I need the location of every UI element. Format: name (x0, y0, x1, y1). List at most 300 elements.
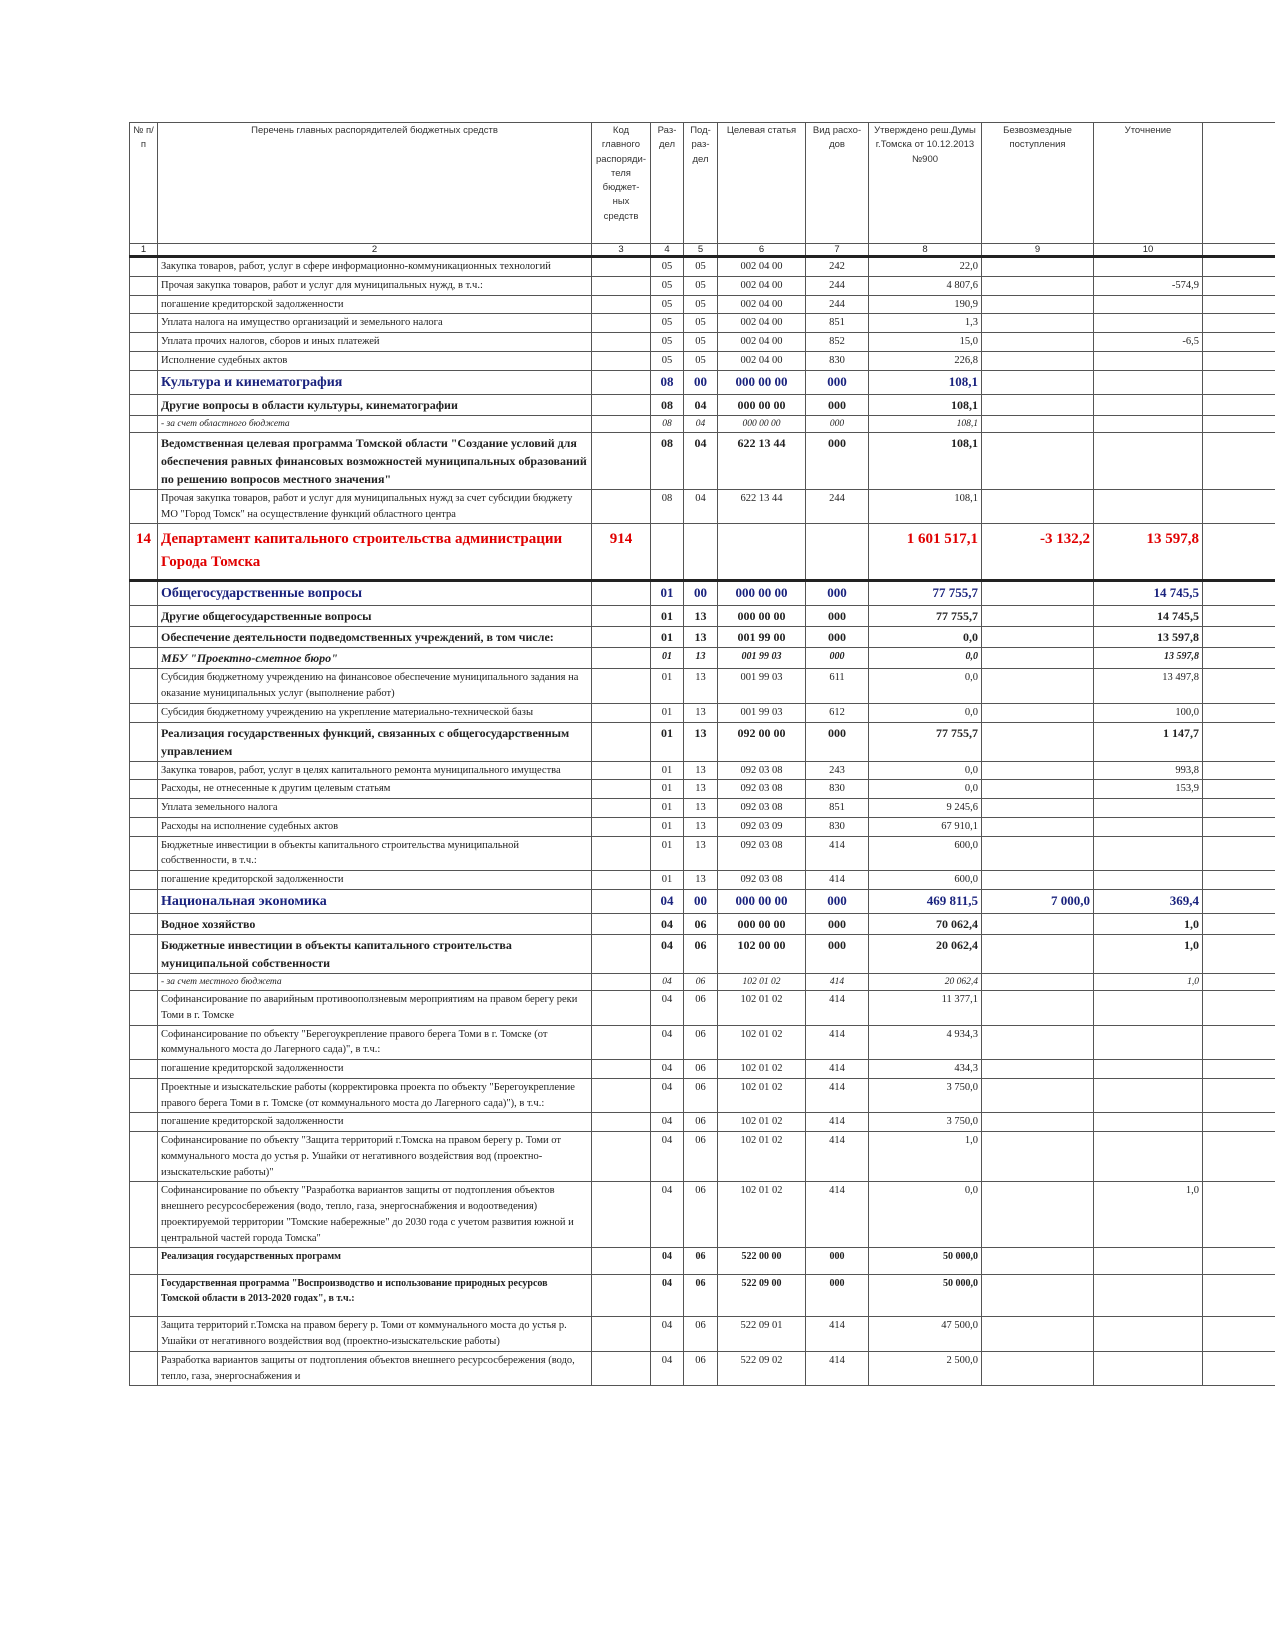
row-refine: 13 597,8 (1094, 627, 1203, 648)
row-vid: 000 (806, 432, 869, 489)
row-refine: 13 597,8 (1094, 524, 1203, 581)
row-code (592, 370, 651, 394)
row-approved: 4 807,6 (869, 276, 982, 295)
row-vid: 000 (806, 934, 869, 973)
row-approved: 20 062,4 (869, 934, 982, 973)
row-refine (1094, 1275, 1203, 1317)
row-number (130, 889, 158, 913)
row-refine: 369,4 (1094, 889, 1203, 913)
row-podrazdel: 13 (684, 780, 718, 799)
row-name: Расходы, не отнесенные к другим целевым статьям (158, 780, 592, 799)
table-row (130, 1060, 1275, 1079)
row-vid: 000 (806, 606, 869, 627)
row-approved: 77 755,7 (869, 606, 982, 627)
row-extra (1203, 703, 1275, 722)
row-podrazdel: 00 (684, 581, 718, 606)
row-free (982, 1132, 1094, 1182)
row-code (592, 606, 651, 627)
row-vid (806, 524, 869, 581)
row-code (592, 703, 651, 722)
row-razdel: 04 (651, 913, 684, 934)
column-number: 6 (718, 244, 806, 257)
row-razdel: 01 (651, 799, 684, 818)
row-extra (1203, 648, 1275, 669)
row-number (130, 276, 158, 295)
row-razdel: 05 (651, 257, 684, 277)
row-number (130, 722, 158, 761)
row-approved: 108,1 (869, 394, 982, 415)
row-number (130, 973, 158, 990)
row-podrazdel (684, 524, 718, 581)
row-code (592, 276, 651, 295)
row-vid: 851 (806, 799, 869, 818)
row-refine: -6,5 (1094, 333, 1203, 352)
row-refine: 1 147,7 (1094, 722, 1203, 761)
header-vid: Вид расхо-дов (806, 123, 869, 244)
row-free (982, 780, 1094, 799)
row-extra (1203, 524, 1275, 581)
row-approved: 67 910,1 (869, 817, 982, 836)
row-razdel: 04 (651, 1078, 684, 1113)
row-name: Бюджетные инвестиции в объекты капитального строительства муниципальной собственности, в т.ч.: (158, 836, 592, 871)
row-extra (1203, 627, 1275, 648)
row-statya: 522 09 00 (718, 1275, 806, 1317)
row-number (130, 415, 158, 432)
row-vid: 000 (806, 415, 869, 432)
row-free (982, 314, 1094, 333)
table-row (130, 1182, 1275, 1248)
row-name: Другие вопросы в области культуры, кинематографии (158, 394, 592, 415)
row-refine: 153,9 (1094, 780, 1203, 799)
row-code: 914 (592, 524, 651, 581)
row-number (130, 836, 158, 871)
table-row (130, 1025, 1275, 1060)
row-name: Уплата налога на имущество организаций и земельного налога (158, 314, 592, 333)
row-code (592, 934, 651, 973)
row-approved: 600,0 (869, 871, 982, 890)
row-name: Софинансирование по объекту "Берегоукрепление правого берега Томи в г. Томске (от коммунального моста до Лагерного сада)", в т.ч.: (158, 1025, 592, 1060)
row-razdel: 01 (651, 648, 684, 669)
row-refine (1094, 1132, 1203, 1182)
table-row (130, 871, 1275, 890)
column-number: 8 (869, 244, 982, 257)
row-approved: 20 062,4 (869, 973, 982, 990)
row-vid: 244 (806, 276, 869, 295)
row-vid: 000 (806, 1275, 869, 1317)
row-name: Софинансирование по аварийным противооползневым мероприятиям на правом берегу реки Томи в г. Томске (158, 991, 592, 1026)
row-approved: 47 500,0 (869, 1317, 982, 1352)
row-name: Защита территорий г.Томска на правом берегу р. Томи от коммунального моста до устья р. Ушайки от негативного воздействия вод (проектно-изыскательские работы) (158, 1317, 592, 1352)
row-name: Бюджетные инвестиции в объекты капитального строительства муниципальной собственности (158, 934, 592, 973)
table-row (130, 780, 1275, 799)
row-statya (718, 524, 806, 581)
row-name: погашение кредиторской задолженности (158, 1113, 592, 1132)
row-refine (1094, 1060, 1203, 1079)
row-vid: 414 (806, 973, 869, 990)
row-refine (1094, 817, 1203, 836)
row-approved: 0,0 (869, 1182, 982, 1248)
row-number (130, 1132, 158, 1182)
row-razdel: 04 (651, 1182, 684, 1248)
row-name: МБУ "Проектно-сметное бюро" (158, 648, 592, 669)
row-free (982, 370, 1094, 394)
row-code (592, 295, 651, 314)
row-approved: 226,8 (869, 351, 982, 370)
row-name: Культура и кинематография (158, 370, 592, 394)
row-refine (1094, 370, 1203, 394)
row-statya: 002 04 00 (718, 295, 806, 314)
row-code (592, 1078, 651, 1113)
row-statya: 102 01 02 (718, 1132, 806, 1182)
row-podrazdel: 06 (684, 934, 718, 973)
row-extra (1203, 799, 1275, 818)
row-code (592, 648, 651, 669)
row-podrazdel: 06 (684, 1132, 718, 1182)
row-statya: 001 99 00 (718, 627, 806, 648)
row-vid: 414 (806, 1078, 869, 1113)
row-statya: 000 00 00 (718, 415, 806, 432)
row-free (982, 871, 1094, 890)
row-number (130, 1317, 158, 1352)
row-number (130, 817, 158, 836)
row-vid: 851 (806, 314, 869, 333)
row-approved: 434,3 (869, 1060, 982, 1079)
row-name: Субсидия бюджетному учреждению на укрепление материально-технической базы (158, 703, 592, 722)
column-number-row (130, 244, 1275, 257)
row-number (130, 1275, 158, 1317)
row-podrazdel: 13 (684, 703, 718, 722)
row-free (982, 799, 1094, 818)
row-free (982, 1248, 1094, 1275)
row-code (592, 817, 651, 836)
row-approved: 1 601 517,1 (869, 524, 982, 581)
table-row (130, 1078, 1275, 1113)
row-extra (1203, 314, 1275, 333)
row-podrazdel: 06 (684, 1275, 718, 1317)
row-extra (1203, 836, 1275, 871)
row-podrazdel: 04 (684, 415, 718, 432)
row-razdel: 04 (651, 1275, 684, 1317)
row-extra (1203, 489, 1275, 524)
row-extra (1203, 934, 1275, 973)
row-vid: 000 (806, 1248, 869, 1275)
column-number: 7 (806, 244, 869, 257)
table-row (130, 314, 1275, 333)
row-name: Водное хозяйство (158, 913, 592, 934)
row-extra (1203, 415, 1275, 432)
row-approved: 0,0 (869, 648, 982, 669)
row-razdel: 08 (651, 415, 684, 432)
row-statya: 622 13 44 (718, 489, 806, 524)
row-name: Софинансирование по объекту "Разработка вариантов защиты от подтопления объектов внешнего ресурсосбережения (водо, тепло, газа, энергоснабжения и водоотведения) проектируемой территории "Томские набережные" до 2030 года с учетом развития южной и центральной частей города Томска" (158, 1182, 592, 1248)
row-number (130, 370, 158, 394)
row-extra (1203, 889, 1275, 913)
row-code (592, 627, 651, 648)
row-approved: 190,9 (869, 295, 982, 314)
row-vid: 414 (806, 1132, 869, 1182)
row-vid: 243 (806, 761, 869, 780)
row-vid: 414 (806, 1351, 869, 1386)
row-refine (1094, 1351, 1203, 1386)
row-name: Другие общегосударственные вопросы (158, 606, 592, 627)
table-row (130, 913, 1275, 934)
row-extra (1203, 432, 1275, 489)
row-extra (1203, 722, 1275, 761)
row-vid: 244 (806, 295, 869, 314)
table-row (130, 370, 1275, 394)
row-code (592, 889, 651, 913)
row-statya: 001 99 03 (718, 703, 806, 722)
row-free (982, 432, 1094, 489)
row-extra (1203, 1060, 1275, 1079)
row-code (592, 394, 651, 415)
header-number: № п/п (130, 123, 158, 244)
table-row (130, 295, 1275, 314)
row-free (982, 257, 1094, 277)
row-number (130, 648, 158, 669)
row-vid: 611 (806, 669, 869, 704)
row-approved: 15,0 (869, 333, 982, 352)
row-razdel: 05 (651, 295, 684, 314)
row-razdel: 01 (651, 836, 684, 871)
table-row (130, 836, 1275, 871)
row-number (130, 333, 158, 352)
row-approved: 469 811,5 (869, 889, 982, 913)
row-razdel: 04 (651, 889, 684, 913)
row-podrazdel: 13 (684, 627, 718, 648)
row-free (982, 648, 1094, 669)
table-row (130, 333, 1275, 352)
row-approved: 1,3 (869, 314, 982, 333)
table-row (130, 1132, 1275, 1182)
row-approved: 0,0 (869, 761, 982, 780)
row-name: Национальная экономика (158, 889, 592, 913)
row-code (592, 1025, 651, 1060)
row-vid: 830 (806, 351, 869, 370)
row-number (130, 1351, 158, 1386)
row-refine (1094, 1078, 1203, 1113)
row-statya: 522 00 00 (718, 1248, 806, 1275)
row-free (982, 489, 1094, 524)
row-free (982, 836, 1094, 871)
row-razdel: 01 (651, 722, 684, 761)
row-code (592, 1060, 651, 1079)
row-code (592, 722, 651, 761)
row-vid: 414 (806, 871, 869, 890)
row-vid: 242 (806, 257, 869, 277)
row-name: Субсидия бюджетному учреждению на финансовое обеспечение муниципального задания на оказание муниципальных услуг (выполнение работ) (158, 669, 592, 704)
row-free (982, 913, 1094, 934)
row-vid: 414 (806, 1317, 869, 1352)
row-vid: 414 (806, 1060, 869, 1079)
row-podrazdel: 13 (684, 648, 718, 669)
row-approved: 600,0 (869, 836, 982, 871)
row-number (130, 1113, 158, 1132)
row-statya: 102 01 02 (718, 991, 806, 1026)
table-row (130, 648, 1275, 669)
row-number: 14 (130, 524, 158, 581)
row-podrazdel: 04 (684, 432, 718, 489)
row-refine (1094, 415, 1203, 432)
row-free (982, 606, 1094, 627)
row-code (592, 257, 651, 277)
table-row (130, 1248, 1275, 1275)
row-razdel: 04 (651, 1248, 684, 1275)
row-name: Общегосударственные вопросы (158, 581, 592, 606)
row-refine: 14 745,5 (1094, 606, 1203, 627)
row-razdel: 04 (651, 1351, 684, 1386)
row-extra (1203, 581, 1275, 606)
row-free: 7 000,0 (982, 889, 1094, 913)
row-podrazdel: 06 (684, 1060, 718, 1079)
row-extra (1203, 1078, 1275, 1113)
row-statya: 102 01 02 (718, 973, 806, 990)
row-number (130, 913, 158, 934)
row-podrazdel: 06 (684, 1078, 718, 1113)
row-code (592, 1275, 651, 1317)
row-podrazdel: 06 (684, 991, 718, 1026)
row-name: Обеспечение деятельности подведомственных учреждений, в том числе: (158, 627, 592, 648)
row-extra (1203, 1113, 1275, 1132)
row-extra (1203, 761, 1275, 780)
row-vid: 414 (806, 991, 869, 1026)
row-free (982, 1182, 1094, 1248)
column-number: 3 (592, 244, 651, 257)
row-extra (1203, 351, 1275, 370)
row-statya: 002 04 00 (718, 257, 806, 277)
row-code (592, 415, 651, 432)
row-razdel: 04 (651, 1060, 684, 1079)
table-row (130, 1351, 1275, 1386)
row-extra (1203, 973, 1275, 990)
row-code (592, 761, 651, 780)
row-statya: 092 00 00 (718, 722, 806, 761)
row-extra (1203, 913, 1275, 934)
row-statya: 000 00 00 (718, 606, 806, 627)
row-free (982, 1351, 1094, 1386)
table-row (130, 703, 1275, 722)
row-number (130, 351, 158, 370)
row-free (982, 1317, 1094, 1352)
row-code (592, 973, 651, 990)
row-vid: 000 (806, 627, 869, 648)
table-header-row (130, 123, 1275, 244)
row-statya: 001 99 03 (718, 648, 806, 669)
row-code (592, 1182, 651, 1248)
row-code (592, 1132, 651, 1182)
row-extra (1203, 1275, 1275, 1317)
row-free (982, 351, 1094, 370)
row-code (592, 780, 651, 799)
row-name: Исполнение судебных актов (158, 351, 592, 370)
row-podrazdel: 13 (684, 836, 718, 871)
row-approved: 0,0 (869, 669, 982, 704)
row-refine: 1,0 (1094, 934, 1203, 973)
column-number: 1 (130, 244, 158, 257)
row-statya: 102 01 02 (718, 1113, 806, 1132)
row-podrazdel: 05 (684, 276, 718, 295)
row-razdel: 08 (651, 370, 684, 394)
row-code (592, 1351, 651, 1386)
row-razdel: 04 (651, 1132, 684, 1182)
row-podrazdel: 05 (684, 333, 718, 352)
row-razdel: 01 (651, 606, 684, 627)
row-extra (1203, 1025, 1275, 1060)
row-code (592, 1113, 651, 1132)
row-refine (1094, 836, 1203, 871)
row-statya: 000 00 00 (718, 581, 806, 606)
table-row (130, 669, 1275, 704)
row-razdel (651, 524, 684, 581)
table-body (130, 257, 1275, 1386)
header-statya: Целевая статья (718, 123, 806, 244)
row-podrazdel: 06 (684, 1317, 718, 1352)
row-free (982, 1078, 1094, 1113)
column-number: 9 (982, 244, 1094, 257)
row-free (982, 973, 1094, 990)
row-refine (1094, 432, 1203, 489)
row-free (982, 627, 1094, 648)
table-row (130, 351, 1275, 370)
row-podrazdel: 13 (684, 722, 718, 761)
row-free (982, 1060, 1094, 1079)
row-refine: 14 745,5 (1094, 581, 1203, 606)
row-statya: 102 00 00 (718, 934, 806, 973)
row-statya: 001 99 03 (718, 669, 806, 704)
row-extra (1203, 295, 1275, 314)
row-approved: 2 500,0 (869, 1351, 982, 1386)
row-approved: 108,1 (869, 489, 982, 524)
row-extra (1203, 394, 1275, 415)
row-razdel: 05 (651, 314, 684, 333)
table-row (130, 276, 1275, 295)
row-extra (1203, 370, 1275, 394)
row-name: Софинансирование по объекту "Защита территорий г.Томска на правом берегу р. Томи от коммунального моста до устья р. Ушайки от негативного воздействия вод (проектно-изыскательские работы)" (158, 1132, 592, 1182)
table-row (130, 606, 1275, 627)
row-number (130, 703, 158, 722)
table-row (130, 1317, 1275, 1352)
row-approved: 77 755,7 (869, 722, 982, 761)
row-code (592, 1317, 651, 1352)
row-number (130, 606, 158, 627)
row-free (982, 581, 1094, 606)
column-number: 4 (651, 244, 684, 257)
row-razdel: 01 (651, 581, 684, 606)
row-razdel: 04 (651, 973, 684, 990)
row-statya: 622 13 44 (718, 432, 806, 489)
row-podrazdel: 05 (684, 314, 718, 333)
row-code (592, 489, 651, 524)
row-free (982, 722, 1094, 761)
row-razdel: 05 (651, 351, 684, 370)
row-free (982, 276, 1094, 295)
row-refine: 13 597,8 (1094, 648, 1203, 669)
row-razdel: 04 (651, 1025, 684, 1060)
row-free (982, 1275, 1094, 1317)
column-number-extra (1203, 244, 1275, 257)
row-name: Закупка товаров, работ, услуг в целях капитального ремонта муниципального имущества (158, 761, 592, 780)
row-free (982, 934, 1094, 973)
row-refine (1094, 799, 1203, 818)
row-statya: 000 00 00 (718, 394, 806, 415)
row-number (130, 761, 158, 780)
row-statya: 092 03 08 (718, 780, 806, 799)
row-extra (1203, 257, 1275, 277)
row-vid: 244 (806, 489, 869, 524)
row-approved: 77 755,7 (869, 581, 982, 606)
row-podrazdel: 06 (684, 913, 718, 934)
row-refine (1094, 1317, 1203, 1352)
